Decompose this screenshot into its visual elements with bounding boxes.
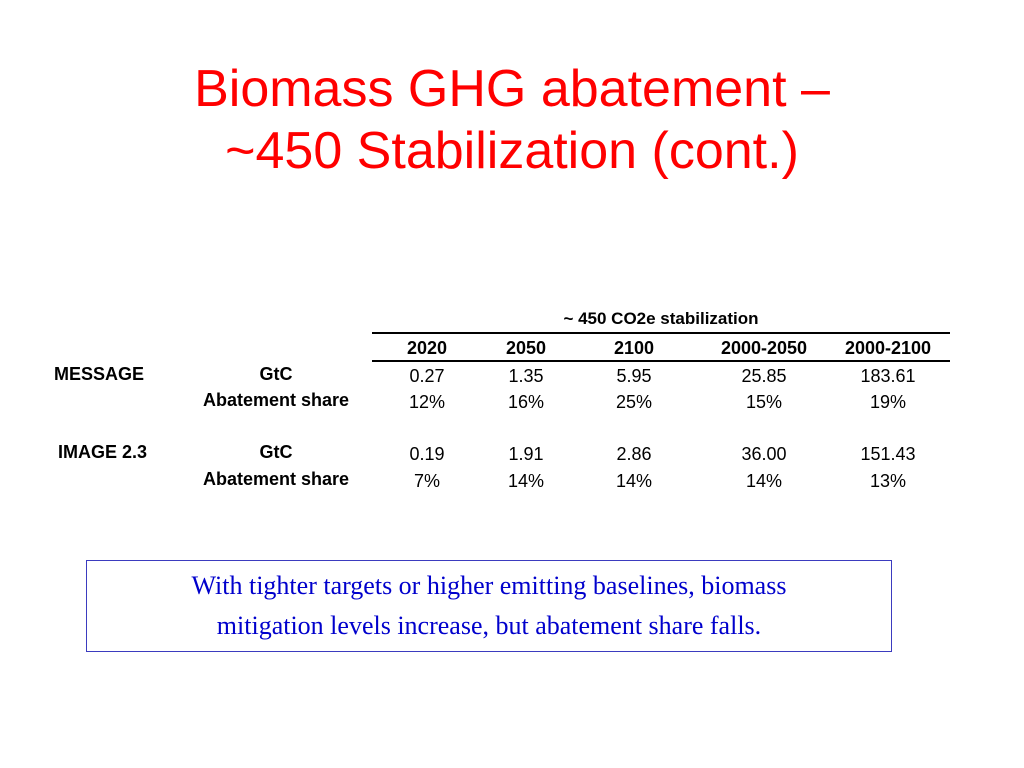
table-cell: 25.85 xyxy=(741,366,787,386)
table-cell: 12% xyxy=(408,392,446,412)
table-cell: 36.00 xyxy=(741,444,787,464)
table-cell: 0.27 xyxy=(409,366,445,386)
table-cell: 1.91 xyxy=(508,444,544,464)
header-bottom-rule xyxy=(372,360,950,362)
table-cell: 14% xyxy=(615,471,653,491)
title-line-1: Biomass GHG abatement – xyxy=(194,60,830,118)
callout-line-2: mitigation levels increase, but abatement share falls. xyxy=(216,611,762,640)
row-label: GtC xyxy=(259,364,293,384)
header-top-rule xyxy=(372,332,950,334)
table-cell: 14% xyxy=(507,471,545,491)
row-label: Abatement share xyxy=(202,469,350,489)
column-header: 2000-2100 xyxy=(844,338,932,358)
table-cell: 0.19 xyxy=(409,444,445,464)
column-header: 2100 xyxy=(613,338,655,358)
table-cell: 14% xyxy=(745,471,783,491)
table-cell: 1.35 xyxy=(508,366,544,386)
table-cell: 13% xyxy=(869,471,907,491)
model-name: IMAGE 2.3 xyxy=(58,442,148,462)
table-cell: 7% xyxy=(413,471,440,491)
table-cell: 25% xyxy=(615,392,653,412)
model-name: MESSAGE xyxy=(54,364,145,384)
column-header: 2020 xyxy=(406,338,448,358)
table-cell: 151.43 xyxy=(860,444,916,464)
title-line-2: ~450 Stabilization (cont.) xyxy=(225,122,799,180)
table-cell: 16% xyxy=(507,392,545,412)
table-cell: 15% xyxy=(745,392,783,412)
row-label: GtC xyxy=(259,442,293,462)
table-cell: 2.86 xyxy=(616,444,652,464)
table-cell: 183.61 xyxy=(860,366,916,386)
callout-box xyxy=(86,560,892,652)
table-cell: 19% xyxy=(869,392,907,412)
table-cell: 5.95 xyxy=(616,366,652,386)
table-group-header: ~ 450 CO2e stabilization xyxy=(563,309,759,328)
column-header: 2050 xyxy=(505,338,547,358)
callout-line-1: With tighter targets or higher emitting baselines, biomass xyxy=(191,571,787,600)
row-label: Abatement share xyxy=(202,390,350,410)
column-header: 2000-2050 xyxy=(720,338,808,358)
